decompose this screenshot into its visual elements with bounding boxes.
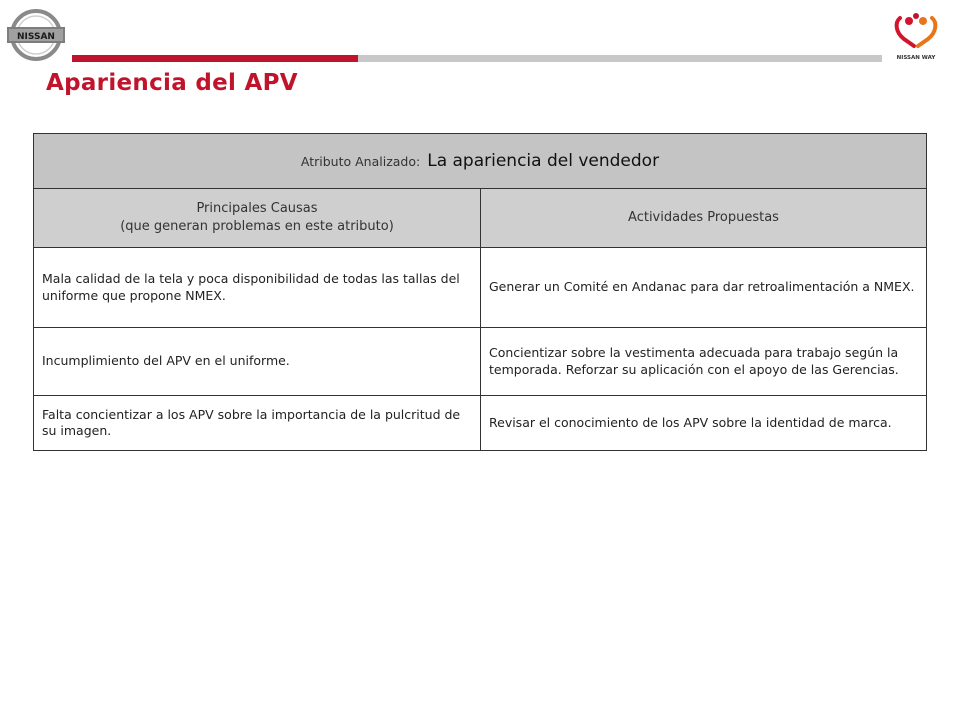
- activity-cell: Generar un Comité en Andanac para dar retroalimentación a NMEX.: [481, 248, 927, 328]
- table-row: [34, 328, 927, 396]
- svg-text:NISSAN: NISSAN: [17, 32, 55, 42]
- cause-cell: Falta concientizar a los APV sobre la importancia de la pulcritud de su imagen.: [34, 396, 481, 451]
- page-title: Apariencia del APV: [46, 70, 298, 96]
- attribute-row: [34, 134, 927, 189]
- header-causes-subtitle: (que generan problemas en este atributo): [120, 219, 394, 234]
- header-grey-bar: [358, 55, 882, 62]
- header-causes-title: Principales Causas: [196, 201, 318, 216]
- attribute-label: Atributo Analizado:: [300, 154, 421, 169]
- header-row: [34, 189, 927, 248]
- cause-cell: Mala calidad de la tela y poca disponibilidad de todas las tallas del uniforme que propone NMEX.: [34, 248, 481, 328]
- cause-cell: Incumplimiento del APV en el uniforme.: [34, 328, 481, 396]
- activity-cell: Revisar el conocimiento de los APV sobre la identidad de marca.: [481, 396, 927, 451]
- table-row: [34, 396, 927, 451]
- attribute-cell: [34, 134, 927, 189]
- nissan-way-logo: [892, 8, 940, 62]
- activity-cell: Concientizar sobre la vestimenta adecuada para trabajo según la temporada. Reforzar su aplicación con el apoyo de las Gerencias.: [481, 328, 927, 396]
- nissan-logo: [6, 6, 66, 64]
- table-row: [34, 248, 927, 328]
- header-activities: Actividades Propuestas: [481, 189, 927, 248]
- analysis-table: [33, 133, 927, 451]
- header-accent-bar: [72, 55, 358, 62]
- header-causes: [34, 189, 481, 248]
- svg-text:NISSAN WAY: NISSAN WAY: [896, 55, 936, 61]
- attribute-value: La apariencia del vendedor: [427, 151, 660, 171]
